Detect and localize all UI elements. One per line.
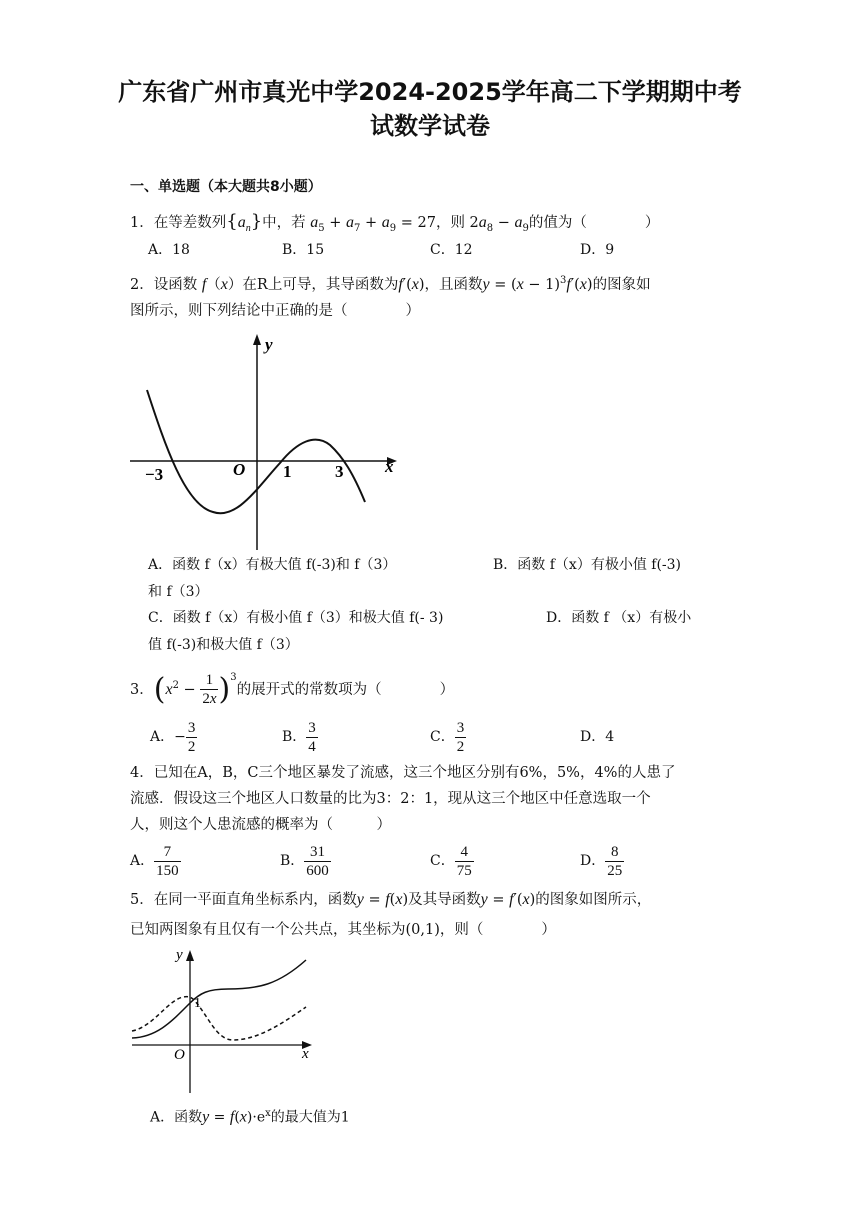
q2-option-d-cont: 值 f(-3)和极大值 f（3） — [148, 637, 299, 653]
question-1: 1．在等差数列$\{a_n\}$中，若 $a_5 + a_7 + a_9 = 27$，则 $2a_8 - a_9$的值为（ ） — [130, 211, 660, 235]
q2-graph — [125, 330, 405, 555]
q4-option-b[interactable]: B． $\frac{31}{600}$ — [280, 843, 329, 879]
q2-option-b-cont: 和 f（3） — [148, 584, 209, 600]
q5-one-label: 1 — [194, 996, 201, 1011]
question-2-line-1: 2．设函数 f（x）在R上可导，其导函数为f′(x)，且函数$y = (x - 1)^3f'(x)$的图象如 — [130, 275, 651, 293]
q5-curve-fprime — [132, 997, 306, 1040]
q3-option-a[interactable]: A．− $\frac{3}{2}$ — [150, 719, 196, 755]
q1-option-a[interactable]: A．18 — [148, 242, 190, 258]
q2-tick-1: 1 — [283, 462, 292, 481]
q2-option-d[interactable]: D．函数 f （x）有极小 — [546, 610, 692, 626]
q3-option-c[interactable]: C． $\frac{3}{2}$ — [430, 719, 465, 755]
title-line-1: 广东省广州市真光中学2024-2025学年高二下学期期中考 — [118, 78, 742, 106]
q3-option-d[interactable]: D．4 — [580, 729, 615, 745]
q1-option-b[interactable]: B．15 — [282, 242, 325, 258]
q5-curve-f — [132, 960, 306, 1038]
question-4-line-1: 4．已知在A，B，C三个地区暴发了流感，这三个地区分别有6%，5%，4%的人患了 — [130, 765, 676, 781]
question-4-line-2: 流感．假设这三个地区人口数量的比为3：2：1，现从这三个地区中任意选取一个 — [130, 791, 651, 807]
q5-origin-label: O — [174, 1047, 185, 1063]
q5-y-arrow — [186, 950, 194, 961]
q2-option-a[interactable]: A．函数 f（x）有极大值 f(-3)和 f（3） — [148, 557, 397, 573]
q5-option-a[interactable]: A．函数$y = f(x)\cdot e^x$的最大值为1 — [150, 1108, 350, 1126]
question-2-line-2: 图所示，则下列结论中正确的是（ ） — [130, 303, 420, 319]
q2-tick-neg3: −3 — [145, 465, 164, 484]
question-5-line-2: 已知两图象有且仅有一个公共点，其坐标为(0,1)，则（ ） — [130, 922, 556, 938]
q5-graph — [128, 945, 318, 1095]
q2-x-label: x — [385, 457, 394, 476]
section-heading: 一、单选题（本大题共8小题） — [130, 179, 322, 195]
q1-option-d[interactable]: D．9 — [580, 242, 615, 258]
q3-option-b[interactable]: B． $\frac{3}{4}$ — [282, 719, 316, 755]
q2-origin-label: O — [233, 460, 246, 479]
q5-x-label: x — [302, 1046, 309, 1062]
q2-y-arrow — [253, 334, 261, 345]
q4-option-c[interactable]: C． $\frac{4}{75}$ — [430, 843, 472, 879]
q1-option-c[interactable]: C．12 — [430, 242, 473, 258]
q4-option-a[interactable]: A． $\frac{7}{150}$ — [130, 843, 179, 879]
title-line-2: 试数学试卷 — [370, 112, 490, 140]
q2-tick-3: 3 — [335, 462, 344, 481]
q2-option-b[interactable]: B．函数 f（x）有极小值 f(-3) — [493, 557, 682, 573]
question-3: 3．($x^2$ − $\frac{1}{2x}$ )$^3$的展开式的常数项为（ ） — [130, 671, 455, 708]
question-5-line-1: 5．在同一平面直角坐标系内，函数y = f(x)及其导函数y = f′(x)的图象如图所示， — [130, 891, 652, 908]
q2-y-label: y — [265, 335, 273, 354]
q4-option-d[interactable]: D． $\frac{8}{25}$ — [580, 843, 623, 879]
question-4-line-3: 人，则这个人患流感的概率为（ ） — [130, 817, 391, 833]
q5-y-label: y — [176, 947, 183, 963]
q2-curve — [147, 390, 365, 513]
q2-option-c[interactable]: C．函数 f（x）有极小值 f（3）和极大值 f(- 3) — [148, 610, 444, 626]
